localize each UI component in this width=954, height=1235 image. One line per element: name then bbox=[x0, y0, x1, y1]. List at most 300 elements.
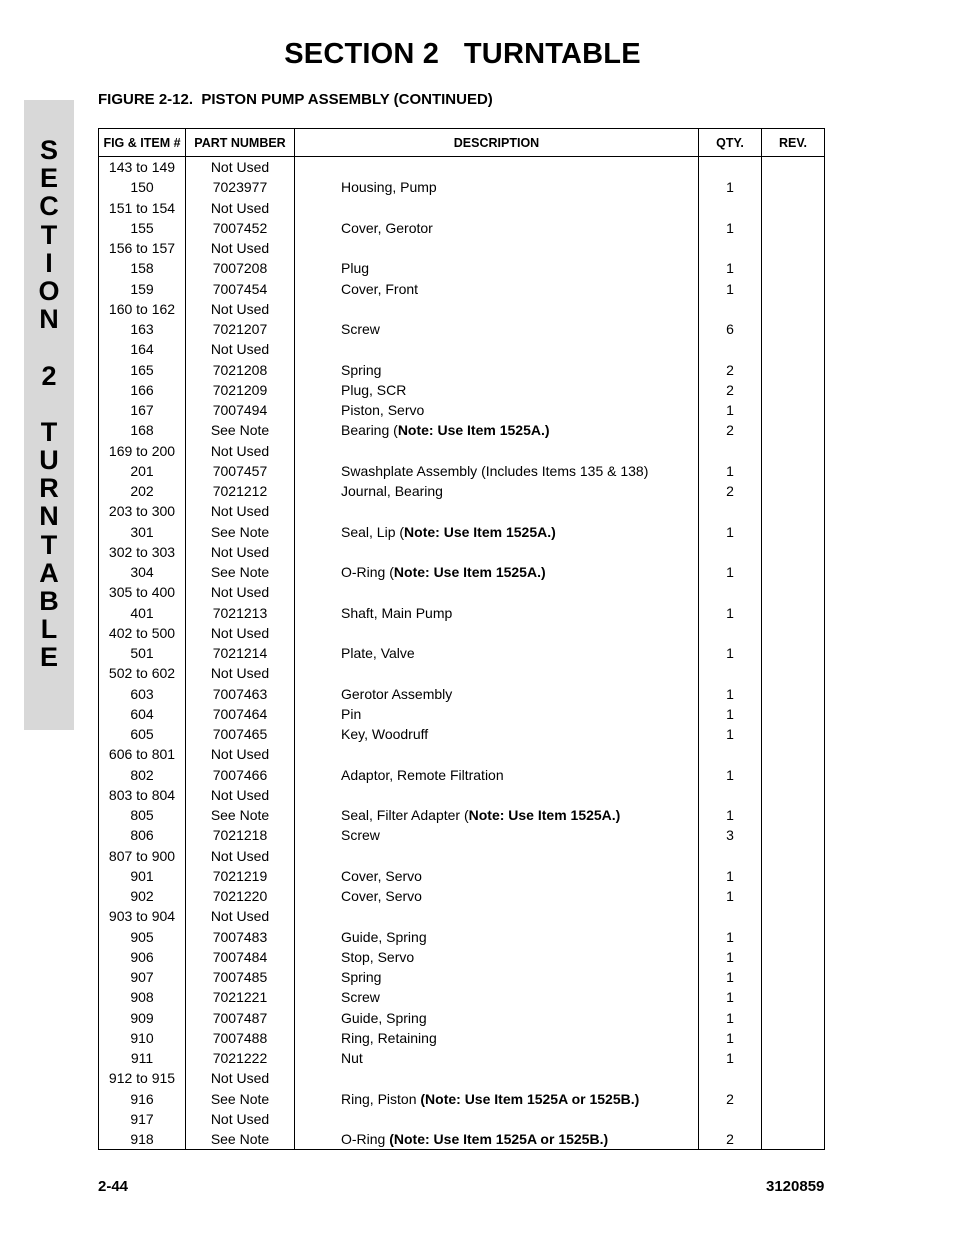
cell-rev bbox=[762, 1008, 825, 1028]
cell-qty bbox=[699, 441, 762, 461]
table-row bbox=[99, 582, 825, 602]
cell-part-number: See Note bbox=[186, 562, 295, 582]
side-tab-letter: S bbox=[39, 135, 58, 165]
table-row bbox=[99, 987, 825, 1007]
cell-description bbox=[295, 724, 699, 744]
cell-rev bbox=[762, 1089, 825, 1109]
cell-item: 910 bbox=[99, 1028, 186, 1048]
cell-part-number: 7007483 bbox=[186, 927, 295, 947]
table-row bbox=[99, 400, 825, 420]
table-row bbox=[99, 805, 825, 825]
cell-item: 902 bbox=[99, 886, 186, 906]
cell-qty: 1 bbox=[699, 805, 762, 825]
cell-rev bbox=[762, 724, 825, 744]
cell-description bbox=[295, 906, 699, 926]
side-tab-letter: L bbox=[40, 614, 58, 645]
cell-item: 165 bbox=[99, 360, 186, 380]
cell-item: 502 to 602 bbox=[99, 663, 186, 683]
table-row bbox=[99, 704, 825, 724]
description-text: Pin bbox=[341, 705, 362, 722]
side-tab-letter: B bbox=[39, 586, 59, 616]
cell-rev bbox=[762, 279, 825, 299]
cell-qty: 2 bbox=[699, 481, 762, 501]
description-text: Key, Woodruff bbox=[341, 726, 429, 742]
cell-description bbox=[295, 279, 699, 299]
cell-part-number: See Note bbox=[186, 805, 295, 825]
cell-part-number: Not Used bbox=[186, 582, 295, 602]
cell-rev bbox=[762, 1109, 825, 1129]
cell-description bbox=[295, 380, 699, 400]
cell-description bbox=[295, 522, 699, 542]
cell-part-number: Not Used bbox=[186, 198, 295, 218]
cell-part-number: Not Used bbox=[186, 157, 295, 178]
cell-part-number: 7007464 bbox=[186, 704, 295, 724]
cell-description bbox=[295, 1028, 699, 1048]
cell-rev bbox=[762, 1028, 825, 1048]
cell-part-number: 7021209 bbox=[186, 380, 295, 400]
table-row bbox=[99, 562, 825, 582]
cell-qty: 1 bbox=[699, 218, 762, 238]
cell-qty: 1 bbox=[699, 704, 762, 724]
cell-qty: 1 bbox=[699, 947, 762, 967]
table-row bbox=[99, 663, 825, 683]
description-note: (Note: Use Item 1525A or 1525B.) bbox=[389, 1131, 609, 1147]
header-qty: QTY. bbox=[699, 129, 762, 157]
cell-part-number: See Note bbox=[186, 1089, 295, 1109]
cell-description bbox=[295, 947, 699, 967]
description-text: Seal, Lip ( bbox=[341, 523, 405, 540]
cell-part-number: Not Used bbox=[186, 846, 295, 866]
table-row bbox=[99, 279, 825, 299]
description-note: Note: Use Item 1525A.) bbox=[397, 422, 550, 439]
cell-qty bbox=[699, 785, 762, 805]
cell-qty bbox=[699, 663, 762, 683]
cell-description bbox=[295, 927, 699, 947]
cell-rev bbox=[762, 198, 825, 218]
description-text: Spring bbox=[341, 969, 382, 985]
cell-description bbox=[295, 157, 699, 178]
cell-part-number: Not Used bbox=[186, 663, 295, 683]
description-text: Ring, Retaining bbox=[341, 1029, 437, 1046]
cell-item: 158 bbox=[99, 258, 186, 278]
cell-qty: 2 bbox=[699, 380, 762, 400]
cell-item: 807 to 900 bbox=[99, 846, 186, 866]
cell-description bbox=[295, 1068, 699, 1088]
description-text: Gerotor Assembly bbox=[341, 685, 453, 702]
cell-description bbox=[295, 420, 699, 440]
cell-rev bbox=[762, 765, 825, 785]
description-text: Plug, SCR bbox=[341, 381, 407, 398]
cell-rev bbox=[762, 380, 825, 400]
side-tab-letter: O bbox=[38, 275, 60, 306]
cell-item: 603 bbox=[99, 684, 186, 704]
table-row bbox=[99, 461, 825, 481]
table-row bbox=[99, 299, 825, 319]
cell-description bbox=[295, 299, 699, 319]
cell-qty: 1 bbox=[699, 866, 762, 886]
cell-item: 166 bbox=[99, 380, 186, 400]
description-text: Cover, Front bbox=[341, 280, 419, 297]
page-title: SECTION 2 TURNTABLE bbox=[284, 38, 641, 70]
cell-part-number: Not Used bbox=[186, 339, 295, 359]
side-tab-letter: N bbox=[39, 304, 59, 335]
cell-item: 803 to 804 bbox=[99, 785, 186, 805]
cell-rev bbox=[762, 258, 825, 278]
cell-qty: 1 bbox=[699, 684, 762, 704]
cell-description bbox=[295, 542, 699, 562]
cell-qty bbox=[699, 501, 762, 521]
cell-description bbox=[295, 1109, 699, 1129]
cell-rev bbox=[762, 906, 825, 926]
cell-description bbox=[295, 400, 699, 420]
table-row bbox=[99, 1129, 825, 1150]
cell-qty: 1 bbox=[699, 765, 762, 785]
cell-rev bbox=[762, 987, 825, 1007]
cell-rev bbox=[762, 704, 825, 724]
cell-part-number: Not Used bbox=[186, 785, 295, 805]
cell-item: 150 bbox=[99, 177, 186, 197]
table-row bbox=[99, 177, 825, 197]
cell-part-number: 7007452 bbox=[186, 218, 295, 238]
cell-rev bbox=[762, 1048, 825, 1068]
table-row bbox=[99, 501, 825, 521]
cell-qty: 1 bbox=[699, 177, 762, 197]
cell-rev bbox=[762, 663, 825, 683]
cell-rev bbox=[762, 218, 825, 238]
cell-description bbox=[295, 744, 699, 764]
cell-part-number: Not Used bbox=[186, 501, 295, 521]
header-rev: REV. bbox=[762, 129, 825, 157]
table-header-row bbox=[99, 129, 825, 157]
description-text: Shaft, Main Pump bbox=[341, 604, 453, 621]
description-text: Spring bbox=[341, 361, 382, 378]
side-tab-letter: I bbox=[45, 247, 53, 278]
cell-rev bbox=[762, 643, 825, 663]
cell-description bbox=[295, 198, 699, 218]
parts-table bbox=[98, 128, 825, 1150]
cell-part-number: 7021213 bbox=[186, 603, 295, 623]
table-row bbox=[99, 643, 825, 663]
cell-part-number: Not Used bbox=[186, 744, 295, 764]
cell-rev bbox=[762, 603, 825, 623]
cell-rev bbox=[762, 866, 825, 886]
cell-description bbox=[295, 846, 699, 866]
cell-item: 903 to 904 bbox=[99, 906, 186, 926]
cell-qty bbox=[699, 623, 762, 643]
cell-description bbox=[295, 704, 699, 724]
table-row bbox=[99, 218, 825, 238]
table-row bbox=[99, 603, 825, 623]
cell-part-number: Not Used bbox=[186, 542, 295, 562]
side-tab-letter: T bbox=[40, 219, 58, 250]
page-number: 2-44 bbox=[98, 1178, 129, 1195]
cell-part-number: 7007488 bbox=[186, 1028, 295, 1048]
cell-part-number: 7021208 bbox=[186, 360, 295, 380]
cell-description bbox=[295, 481, 699, 501]
cell-rev bbox=[762, 157, 825, 178]
cell-description bbox=[295, 1048, 699, 1068]
cell-part-number: Not Used bbox=[186, 1109, 295, 1129]
cell-qty: 1 bbox=[699, 886, 762, 906]
table-row bbox=[99, 724, 825, 744]
table-row bbox=[99, 886, 825, 906]
cell-rev bbox=[762, 1129, 825, 1150]
cell-description bbox=[295, 238, 699, 258]
cell-part-number: 7007463 bbox=[186, 684, 295, 704]
cell-qty bbox=[699, 1068, 762, 1088]
description-text: O-Ring ( bbox=[341, 564, 394, 580]
cell-qty: 1 bbox=[699, 562, 762, 582]
cell-qty: 1 bbox=[699, 927, 762, 947]
cell-item: 402 to 500 bbox=[99, 623, 186, 643]
cell-part-number: Not Used bbox=[186, 1068, 295, 1088]
table-row bbox=[99, 481, 825, 501]
cell-item: 151 to 154 bbox=[99, 198, 186, 218]
cell-rev bbox=[762, 825, 825, 845]
cell-rev bbox=[762, 522, 825, 542]
cell-rev bbox=[762, 684, 825, 704]
description-text: Cover, Servo bbox=[341, 867, 422, 884]
cell-rev bbox=[762, 360, 825, 380]
cell-qty bbox=[699, 744, 762, 764]
description-text: Ring, Piston bbox=[341, 1090, 421, 1107]
side-tab-letter: T bbox=[40, 416, 58, 447]
description-text: Piston, Servo bbox=[341, 402, 425, 418]
cell-item: 202 bbox=[99, 481, 186, 501]
cell-rev bbox=[762, 927, 825, 947]
cell-rev bbox=[762, 461, 825, 481]
cell-part-number: 7007466 bbox=[186, 765, 295, 785]
description-note: Note: Use Item 1525A.) bbox=[468, 807, 621, 823]
side-tab-letters bbox=[24, 136, 74, 672]
cell-item: 806 bbox=[99, 825, 186, 845]
description-text: Cover, Servo bbox=[341, 888, 422, 904]
table-row bbox=[99, 846, 825, 866]
cell-item: 160 to 162 bbox=[99, 299, 186, 319]
cell-rev bbox=[762, 481, 825, 501]
table-row bbox=[99, 825, 825, 845]
cell-part-number: See Note bbox=[186, 1129, 295, 1150]
cell-qty bbox=[699, 339, 762, 359]
cell-qty bbox=[699, 1109, 762, 1129]
cell-rev bbox=[762, 1068, 825, 1088]
cell-part-number: 7023977 bbox=[186, 177, 295, 197]
description-note: Note: Use Item 1525A.) bbox=[404, 523, 556, 540]
cell-item: 164 bbox=[99, 339, 186, 359]
cell-qty: 1 bbox=[699, 1048, 762, 1068]
figure-title: FIGURE 2-12. PISTON PUMP ASSEMBLY (CONTINUED) bbox=[98, 91, 493, 108]
cell-part-number: 7021220 bbox=[186, 886, 295, 906]
cell-description bbox=[295, 1129, 699, 1150]
cell-part-number: 7007208 bbox=[186, 258, 295, 278]
cell-item: 501 bbox=[99, 643, 186, 663]
description-text: Stop, Servo bbox=[341, 948, 415, 965]
cell-description bbox=[295, 218, 699, 238]
cell-description bbox=[295, 623, 699, 643]
cell-rev bbox=[762, 420, 825, 440]
cell-qty: 1 bbox=[699, 258, 762, 278]
table-row bbox=[99, 157, 825, 178]
cell-part-number: 7007454 bbox=[186, 279, 295, 299]
header-item: FIG & ITEM # bbox=[99, 129, 186, 157]
cell-qty bbox=[699, 157, 762, 178]
cell-qty: 1 bbox=[699, 724, 762, 744]
table-row bbox=[99, 967, 825, 987]
side-tab-letter: T bbox=[40, 529, 58, 560]
cell-part-number: 7021207 bbox=[186, 319, 295, 339]
table-row bbox=[99, 1048, 825, 1068]
side-tab-letter: A bbox=[39, 557, 59, 588]
cell-rev bbox=[762, 542, 825, 562]
table-row bbox=[99, 360, 825, 380]
cell-item: 802 bbox=[99, 765, 186, 785]
cell-rev bbox=[762, 319, 825, 339]
section-side-tab bbox=[24, 100, 74, 730]
cell-qty: 1 bbox=[699, 987, 762, 1007]
cell-qty: 2 bbox=[699, 1129, 762, 1150]
cell-item: 908 bbox=[99, 987, 186, 1007]
table-row bbox=[99, 623, 825, 643]
cell-part-number: 7021218 bbox=[186, 825, 295, 845]
cell-part-number: Not Used bbox=[186, 238, 295, 258]
cell-description bbox=[295, 1008, 699, 1028]
cell-rev bbox=[762, 886, 825, 906]
cell-description bbox=[295, 501, 699, 521]
cell-rev bbox=[762, 805, 825, 825]
cell-part-number: See Note bbox=[186, 420, 295, 440]
cell-qty: 1 bbox=[699, 279, 762, 299]
cell-item: 917 bbox=[99, 1109, 186, 1129]
description-text: Journal, Bearing bbox=[341, 483, 443, 499]
description-text: Screw bbox=[341, 989, 380, 1006]
cell-part-number: 7007457 bbox=[186, 461, 295, 481]
cell-description bbox=[295, 258, 699, 278]
description-text: Bearing ( bbox=[341, 422, 398, 439]
description-text: Adaptor, Remote Filtration bbox=[341, 766, 504, 783]
cell-description bbox=[295, 643, 699, 663]
table-row bbox=[99, 927, 825, 947]
cell-rev bbox=[762, 582, 825, 602]
description-text: Plate, Valve bbox=[341, 645, 415, 661]
cell-qty: 1 bbox=[699, 400, 762, 420]
cell-item: 168 bbox=[99, 420, 186, 440]
cell-item: 906 bbox=[99, 947, 186, 967]
table-row bbox=[99, 765, 825, 785]
cell-rev bbox=[762, 967, 825, 987]
description-note: (Note: Use Item 1525A or 1525B.) bbox=[420, 1090, 640, 1107]
description-text: Swashplate Assembly (Includes Items 135 & 138) bbox=[341, 462, 649, 479]
cell-item: 606 to 801 bbox=[99, 744, 186, 764]
cell-item: 163 bbox=[99, 319, 186, 339]
table-row bbox=[99, 420, 825, 440]
table-row bbox=[99, 744, 825, 764]
cell-qty bbox=[699, 906, 762, 926]
cell-description bbox=[295, 319, 699, 339]
table-row bbox=[99, 198, 825, 218]
table-row bbox=[99, 684, 825, 704]
cell-rev bbox=[762, 562, 825, 582]
cell-description bbox=[295, 825, 699, 845]
table-row bbox=[99, 1089, 825, 1109]
side-tab-letter: U bbox=[39, 445, 59, 476]
cell-part-number: See Note bbox=[186, 522, 295, 542]
cell-item: 605 bbox=[99, 724, 186, 744]
cell-description bbox=[295, 987, 699, 1007]
cell-qty: 1 bbox=[699, 522, 762, 542]
cell-item: 907 bbox=[99, 967, 186, 987]
description-note: Note: Use Item 1525A.) bbox=[393, 564, 546, 580]
cell-description bbox=[295, 441, 699, 461]
cell-rev bbox=[762, 238, 825, 258]
cell-item: 201 bbox=[99, 461, 186, 481]
table-row bbox=[99, 866, 825, 886]
cell-qty bbox=[699, 238, 762, 258]
cell-item: 604 bbox=[99, 704, 186, 724]
cell-description bbox=[295, 765, 699, 785]
cell-rev bbox=[762, 339, 825, 359]
cell-rev bbox=[762, 623, 825, 643]
cell-qty bbox=[699, 198, 762, 218]
cell-description bbox=[295, 461, 699, 481]
cell-qty: 1 bbox=[699, 1008, 762, 1028]
table-row bbox=[99, 522, 825, 542]
description-text: Plug bbox=[341, 260, 370, 277]
cell-item: 905 bbox=[99, 927, 186, 947]
cell-qty: 1 bbox=[699, 967, 762, 987]
cell-qty: 3 bbox=[699, 825, 762, 845]
cell-qty: 1 bbox=[699, 603, 762, 623]
table-row bbox=[99, 1109, 825, 1129]
cell-item: 916 bbox=[99, 1089, 186, 1109]
cell-part-number: 7021221 bbox=[186, 987, 295, 1007]
cell-description bbox=[295, 785, 699, 805]
cell-part-number: Not Used bbox=[186, 441, 295, 461]
cell-part-number: Not Used bbox=[186, 906, 295, 926]
cell-qty bbox=[699, 582, 762, 602]
side-tab-letter: 2 bbox=[41, 360, 57, 391]
header-description: DESCRIPTION bbox=[295, 129, 699, 157]
description-text: O-Ring bbox=[341, 1131, 390, 1147]
cell-description bbox=[295, 1089, 699, 1109]
cell-qty: 1 bbox=[699, 461, 762, 481]
cell-description bbox=[295, 663, 699, 683]
cell-qty bbox=[699, 542, 762, 562]
cell-item: 901 bbox=[99, 866, 186, 886]
side-tab-letter: E bbox=[39, 642, 58, 673]
cell-rev bbox=[762, 400, 825, 420]
cell-part-number: Not Used bbox=[186, 299, 295, 319]
description-text: Guide, Spring bbox=[341, 1009, 427, 1026]
description-text: Nut bbox=[341, 1050, 363, 1066]
cell-qty: 2 bbox=[699, 360, 762, 380]
cell-item: 167 bbox=[99, 400, 186, 420]
table-row bbox=[99, 258, 825, 278]
cell-qty: 2 bbox=[699, 1089, 762, 1109]
cell-description bbox=[295, 360, 699, 380]
cell-description bbox=[295, 805, 699, 825]
cell-item: 911 bbox=[99, 1048, 186, 1068]
table-row bbox=[99, 380, 825, 400]
table-row bbox=[99, 1068, 825, 1088]
table-row bbox=[99, 906, 825, 926]
cell-part-number: Not Used bbox=[186, 623, 295, 643]
table-row bbox=[99, 1008, 825, 1028]
cell-part-number: 7007484 bbox=[186, 947, 295, 967]
cell-item: 156 to 157 bbox=[99, 238, 186, 258]
description-text: Screw bbox=[341, 827, 380, 844]
description-text: Seal, Filter Adapter ( bbox=[341, 807, 469, 823]
document-number: 3120859 bbox=[766, 1178, 825, 1195]
